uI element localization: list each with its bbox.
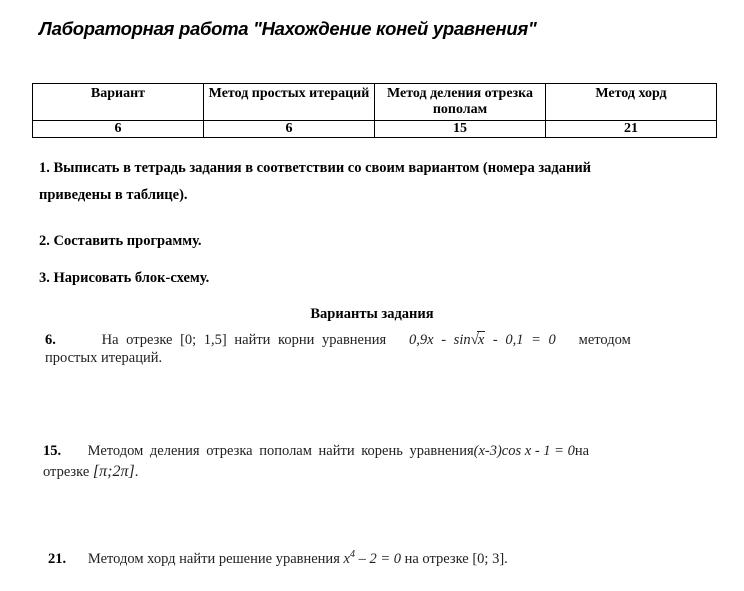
equation-part: - 0,1 = 0 [492, 332, 556, 348]
problem-6-line-2: простых итераций. [45, 350, 163, 366]
header-cell-bisection: Метод деления отрезка пополам [375, 84, 546, 121]
equation-base: x [343, 550, 350, 567]
equation: (x-3)cos x - 1 = 0 [473, 443, 575, 459]
header-cell-iterations: Метод простых итераций [204, 84, 375, 121]
problem-text: на отрезке [0; 3]. [404, 550, 508, 567]
problem-21 [48, 549, 508, 568]
problem-text: На отрезке [0; 1,5] найти корни уравнения [101, 332, 387, 348]
value-cell-bisection: 15 [375, 121, 546, 138]
header-cell-variant: Вариант [33, 84, 204, 121]
variants-heading: Варианты задания [310, 306, 434, 322]
variants-table [32, 83, 717, 138]
equation-radicand: x [477, 332, 485, 348]
problem-15-line-2 [43, 463, 138, 481]
equation-exponent: 4 [349, 549, 355, 560]
task-2: 2. Составить программу. [39, 233, 202, 249]
task-3: 3. Нарисовать блок-схему. [39, 270, 210, 286]
equation-rest: – 2 = 0 [358, 550, 401, 567]
problem-text: методом [578, 332, 631, 348]
problem-text: Методом хорд найти решение уравнения [87, 550, 340, 567]
task-1-line-2: приведены в таблице). [39, 187, 188, 203]
value-cell-chords: 21 [546, 121, 717, 138]
value-cell-variant: 6 [33, 121, 204, 138]
problem-text: на [574, 443, 590, 459]
problem-15-line-1 [43, 443, 589, 460]
header-cell-chords: Метод хорд [546, 84, 717, 121]
interval: [π;2π] [92, 463, 135, 480]
problem-text: . [134, 464, 139, 480]
task-1-line-1: 1. Выписать в тетрадь задания в соответствии со своим вариантом (номера заданий [39, 160, 592, 176]
problem-number: 15. [43, 443, 62, 459]
sqrt-icon: √ [470, 332, 479, 348]
page-title: Лабораторная работа "Нахождение коней уравнения" [39, 18, 537, 39]
table-row [33, 121, 717, 138]
value-cell-iterations: 6 [204, 121, 375, 138]
problem-number: 6. [45, 332, 56, 348]
equation-part: 0,9x - sin [409, 332, 471, 348]
problem-number: 21. [48, 550, 67, 567]
problem-text: отрезке [43, 464, 90, 480]
problem-text: Методом деления отрезка пополам найти корень уравнения [87, 443, 474, 459]
problem-6-line-1 [45, 332, 631, 349]
table-header-row [33, 84, 717, 121]
